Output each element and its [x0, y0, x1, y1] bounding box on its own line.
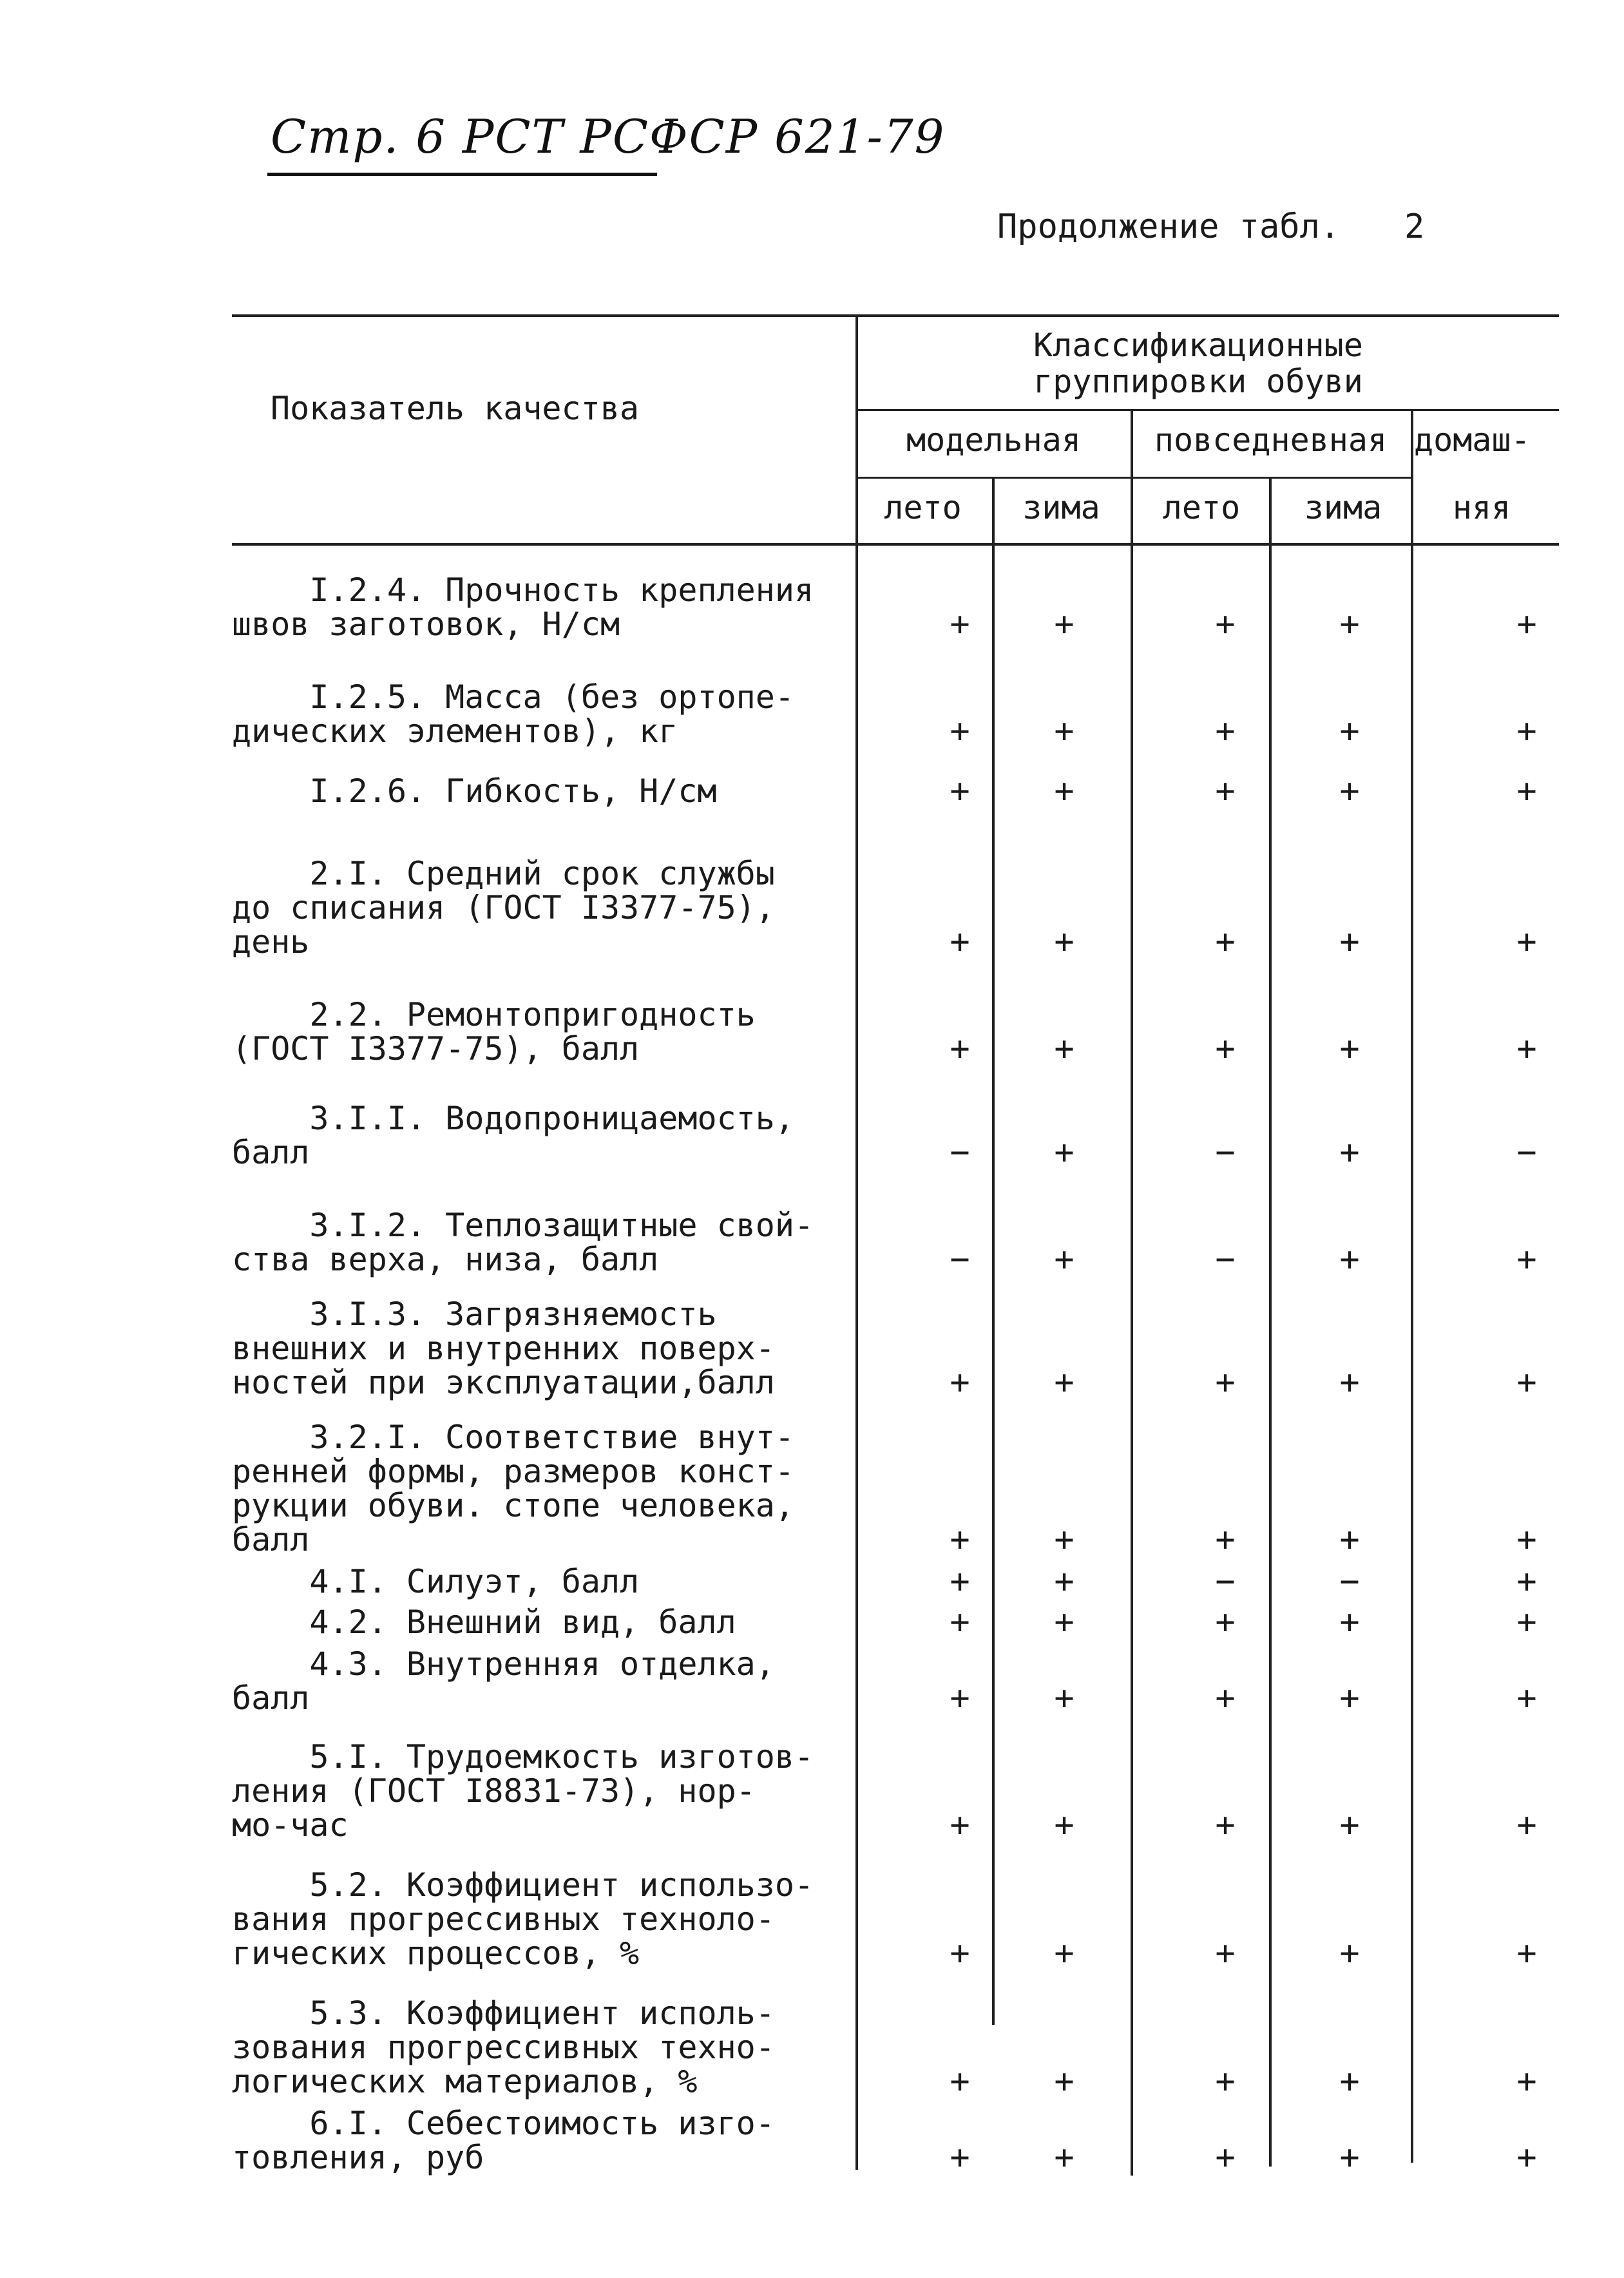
applicability-mark: +: [1215, 2138, 1236, 2177]
applicability-mark: +: [1215, 1679, 1236, 1718]
applicability-mark: +: [1339, 1363, 1360, 1402]
table-row: [232, 1562, 1572, 1601]
header-home-suffix: няя: [1452, 489, 1511, 526]
table-row: [232, 774, 1572, 809]
indicator-label: 6.I. Себестоимость изго- товления, руб: [232, 2105, 775, 2176]
subgroup-rule: [857, 477, 1411, 479]
applicability-mark: +: [1054, 1240, 1075, 1279]
table-row: [232, 1421, 1572, 1557]
applicability-mark: +: [1215, 1029, 1236, 1068]
applicability-mark: +: [1054, 772, 1075, 810]
applicability-mark: +: [1054, 1679, 1075, 1718]
header-everyday-summer: лето: [1162, 489, 1241, 526]
applicability-mark: +: [1054, 1363, 1075, 1402]
reference-underline: [267, 173, 657, 176]
header-group-model: модельная: [906, 421, 1081, 459]
applicability-mark: +: [1339, 1603, 1360, 1642]
applicability-mark: +: [1516, 1520, 1537, 1559]
applicability-mark: +: [1339, 1240, 1360, 1279]
applicability-mark: +: [1339, 923, 1360, 961]
applicability-mark: +: [1339, 772, 1360, 810]
header-everyday-winter: зима: [1304, 489, 1382, 526]
applicability-mark: +: [950, 1562, 970, 1601]
indicator-label: 3.I.I. Водопроницаемость, балл: [232, 1100, 794, 1171]
indicator-label: 5.I. Трудоемкость изготов- ления (ГОСТ I8831-73), нор- мо-час: [232, 1738, 814, 1844]
indicator-label: 3.I.2. Теплозащитные свой- ства верха, низа, балл: [232, 1207, 814, 1278]
indicator-label: I.2.5. Масса (без ортопе- дических элементов), кг: [232, 678, 794, 750]
table-row: [232, 857, 1572, 959]
applicability-mark: +: [950, 1520, 970, 1559]
applicability-mark: +: [1339, 1029, 1360, 1068]
applicability-mark: +: [1516, 1363, 1537, 1402]
indicator-label: 2.I. Средний срок службы до списания (ГОСТ I3377-75), день: [232, 855, 775, 961]
table-row: [232, 573, 1572, 642]
table-row: [232, 1102, 1572, 1170]
applicability-mark: +: [1054, 1133, 1075, 1172]
applicability-mark: +: [950, 1029, 970, 1068]
applicability-mark: +: [1215, 2062, 1236, 2101]
applicability-mark: +: [1339, 1934, 1360, 1973]
table-row: [232, 1297, 1572, 1400]
table-row: [232, 998, 1572, 1066]
applicability-mark: −: [1516, 1133, 1537, 1172]
header-indicator: Показатель качества: [271, 390, 639, 427]
applicability-mark: +: [950, 1934, 970, 1973]
applicability-mark: +: [1516, 2138, 1537, 2177]
applicability-mark: +: [950, 2062, 970, 2101]
applicability-mark: +: [1215, 1806, 1236, 1844]
applicability-mark: +: [1054, 1520, 1075, 1559]
applicability-mark: +: [950, 2138, 970, 2177]
applicability-mark: +: [950, 605, 970, 644]
table-row: [232, 1996, 1572, 2099]
applicability-mark: +: [1339, 2062, 1360, 2101]
applicability-mark: +: [1215, 772, 1236, 810]
indicator-label: I.2.6. Гибкость, Н/см: [232, 772, 717, 810]
header-classification: Классификационные группировки обуви: [1033, 327, 1363, 400]
table-row: [232, 2107, 1572, 2175]
indicator-label: 4.I. Силуэт, балл: [232, 1563, 640, 1600]
applicability-mark: +: [950, 1806, 970, 1844]
applicability-mark: +: [950, 712, 970, 751]
indicator-label: 3.2.I. Соответствие внут- ренней формы, размеров конст- рукции обуви. стопе человека, балл: [232, 1419, 794, 1558]
header-group-home: домаш-: [1414, 421, 1531, 459]
handwritten-page-reference: Стр. 6 РСТ РСФСР 621-79: [271, 110, 946, 164]
indicator-label: 4.3. Внутренняя отделка, балл: [232, 1645, 775, 1717]
applicability-mark: +: [1215, 1363, 1236, 1402]
indicator-label: I.2.4. Прочность крепления швов заготовок, Н/см: [232, 571, 814, 643]
applicability-mark: +: [1054, 712, 1075, 751]
applicability-mark: +: [1516, 1806, 1537, 1844]
table-row: [232, 1740, 1572, 1843]
table-row: [232, 1209, 1572, 1277]
applicability-mark: +: [1516, 1029, 1537, 1068]
applicability-mark: −: [1339, 1562, 1360, 1601]
group-rule: [857, 409, 1559, 411]
header-model-winter: зима: [1022, 489, 1100, 526]
applicability-mark: +: [1054, 1806, 1075, 1844]
applicability-mark: +: [1054, 2062, 1075, 2101]
applicability-mark: +: [1516, 1240, 1537, 1279]
applicability-mark: +: [1054, 1029, 1075, 1068]
table-row: [232, 1868, 1572, 1971]
header-bottom-rule: [232, 543, 1559, 546]
table-number: 2: [1404, 207, 1425, 246]
applicability-mark: +: [1054, 923, 1075, 961]
header-model-summer: лето: [884, 489, 962, 526]
table-row: [232, 1605, 1572, 1640]
indicator-label: 3.I.3. Загрязняемость внешних и внутренних поверх- ностей при эксплуатации,балл: [232, 1296, 775, 1401]
applicability-mark: +: [1339, 605, 1360, 644]
applicability-mark: +: [1215, 1603, 1236, 1642]
indicator-label: 5.3. Коэффициент исполь- зования прогрессивных техно- логических материалов, %: [232, 1995, 775, 2100]
indicator-label: 2.2. Ремонтопригодность (ГОСТ I3377-75), балл: [232, 996, 756, 1067]
applicability-mark: −: [1215, 1562, 1236, 1601]
applicability-mark: +: [1054, 605, 1075, 644]
applicability-mark: +: [1516, 2062, 1537, 2101]
applicability-mark: +: [1516, 1603, 1537, 1642]
indicator-label: 4.2. Внешний вид, балл: [232, 1603, 736, 1641]
applicability-mark: +: [1339, 1133, 1360, 1172]
applicability-mark: −: [1215, 1240, 1236, 1279]
applicability-mark: +: [1215, 605, 1236, 644]
applicability-mark: +: [1215, 1520, 1236, 1559]
applicability-mark: +: [1215, 1934, 1236, 1973]
applicability-mark: +: [950, 1603, 970, 1642]
applicability-mark: +: [1215, 923, 1236, 961]
applicability-mark: +: [1339, 2138, 1360, 2177]
indicator-label: 5.2. Коэффициент использо- вания прогрессивных техноло- гических процессов, %: [232, 1866, 814, 1972]
applicability-mark: +: [1516, 605, 1537, 644]
applicability-mark: +: [1516, 1679, 1537, 1718]
table-row: [232, 1647, 1572, 1716]
applicability-mark: +: [950, 772, 970, 810]
applicability-mark: +: [1516, 712, 1537, 751]
applicability-mark: +: [1054, 1562, 1075, 1601]
header-group-everyday: повседневная: [1154, 421, 1388, 459]
applicability-mark: −: [950, 1133, 970, 1172]
applicability-mark: +: [1054, 1603, 1075, 1642]
table-continuation-label: Продолжение табл.: [997, 207, 1341, 246]
applicability-mark: +: [1516, 1562, 1537, 1601]
applicability-mark: +: [1215, 712, 1236, 751]
applicability-mark: +: [950, 1363, 970, 1402]
applicability-mark: +: [1516, 923, 1537, 961]
table-top-rule: [232, 314, 1559, 317]
applicability-mark: +: [1339, 1520, 1360, 1559]
table-row: [232, 680, 1572, 749]
applicability-mark: +: [950, 923, 970, 961]
table-body: [232, 560, 1572, 2175]
applicability-mark: +: [1339, 1679, 1360, 1718]
applicability-mark: +: [1054, 2138, 1075, 2177]
applicability-mark: +: [950, 1679, 970, 1718]
applicability-mark: +: [1054, 1934, 1075, 1973]
applicability-mark: +: [1516, 772, 1537, 810]
applicability-mark: +: [1339, 1806, 1360, 1844]
applicability-mark: −: [1215, 1133, 1236, 1172]
applicability-mark: −: [950, 1240, 970, 1279]
applicability-mark: +: [1339, 712, 1360, 751]
applicability-mark: +: [1516, 1934, 1537, 1973]
